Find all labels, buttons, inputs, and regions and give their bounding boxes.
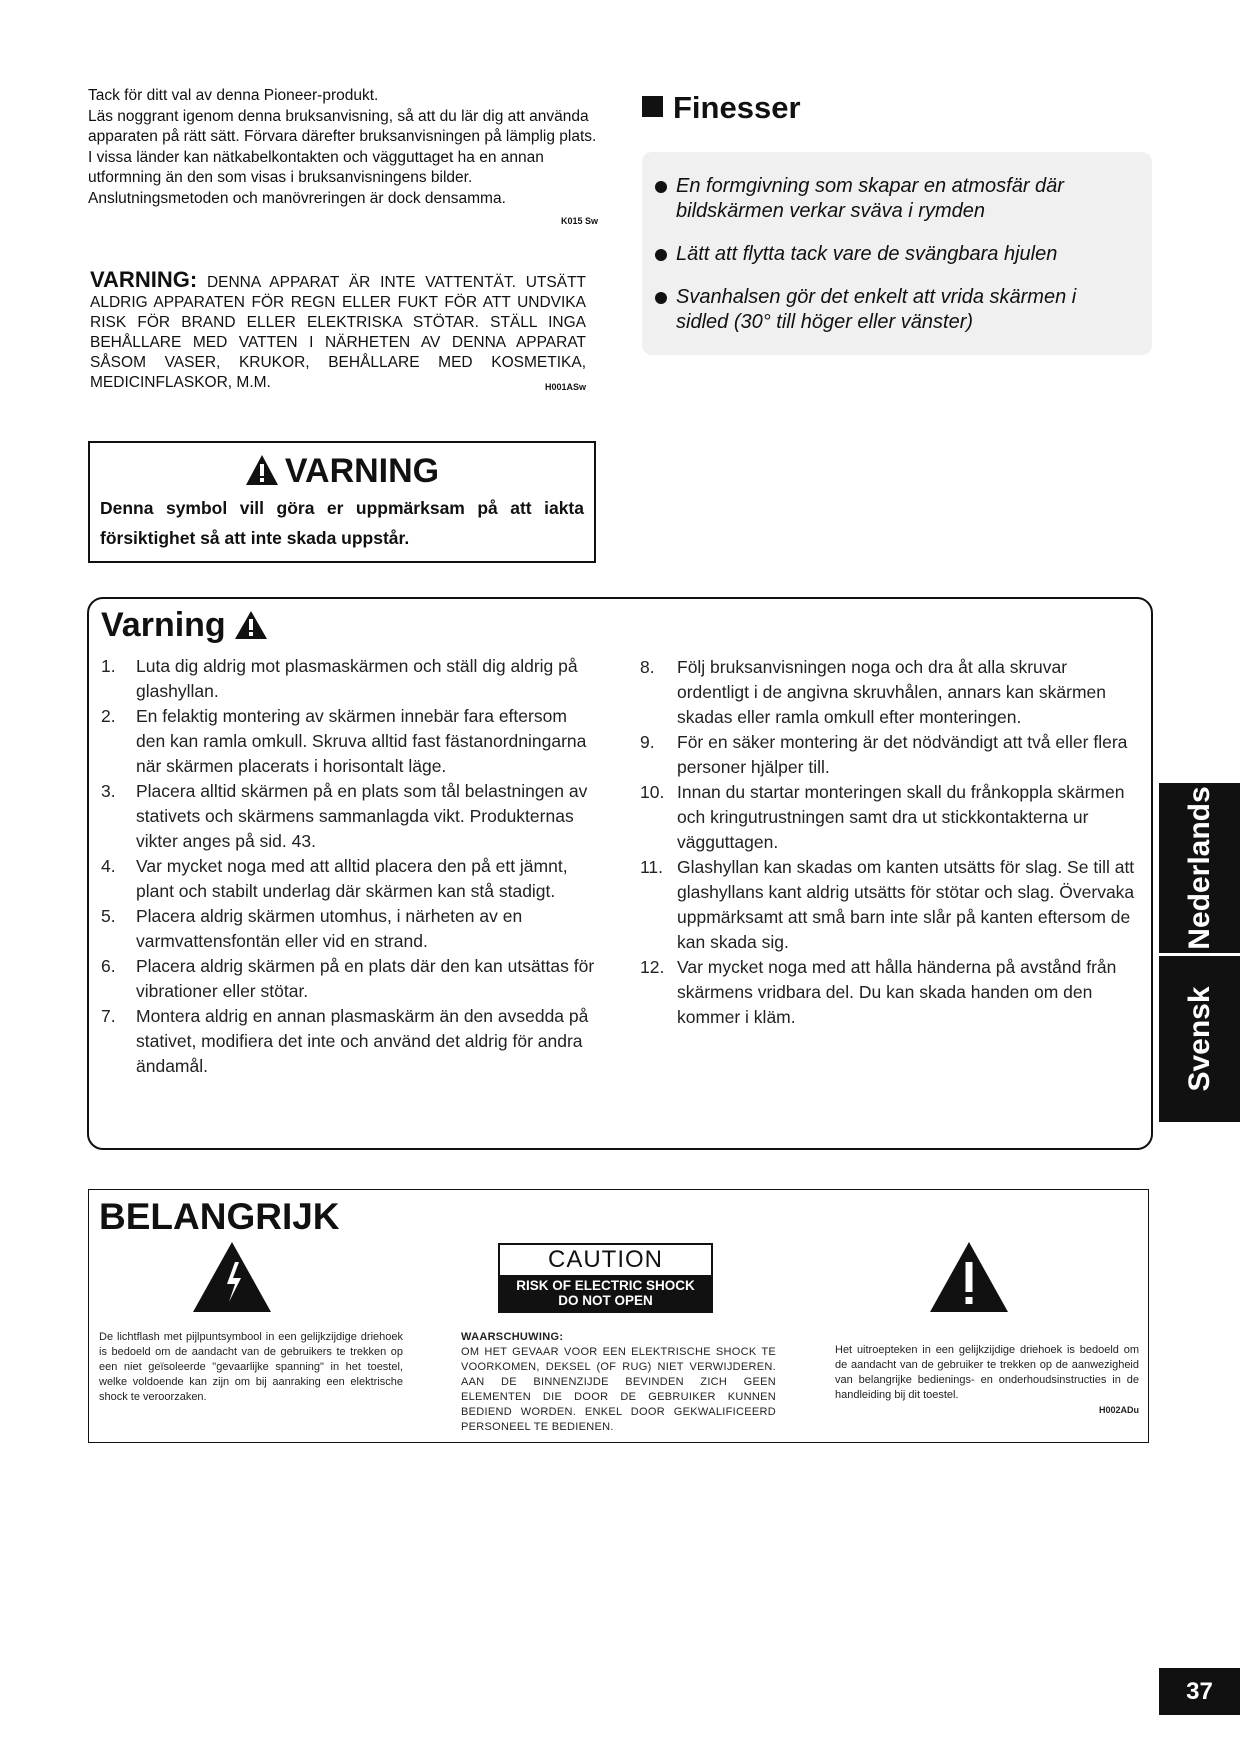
tab-label: Nederlands — [1182, 786, 1216, 950]
list-item — [640, 955, 1140, 1030]
list-item-text: Montera aldrig en annan plasmaskärm än den avsedda på stativet, modifiera det inte och använd det aldrig för andra ändamål. — [136, 1006, 589, 1076]
list-item — [640, 730, 1140, 780]
list-item — [101, 654, 596, 704]
caution-title: CAUTION — [548, 1246, 663, 1273]
list-item-text: Placera alltid skärmen på en plats som tål belastningen av stativets och skärmens sammanlagda vikt. Produkternas vikter anges på sid. 43. — [136, 781, 588, 851]
finesser-title-text: Finesser — [673, 90, 801, 125]
page-number: 37 — [1159, 1668, 1240, 1715]
list-item — [101, 1004, 596, 1079]
list-item-number: 10. — [640, 782, 665, 802]
warning-symbol-text: Denna symbol vill göra er uppmärksam på att iakta försiktighet så att inte skada uppstår. — [100, 498, 584, 548]
list-item-text: Innan du startar monteringen skall du frånkoppla skärmen och kringutrustningen samt dra ut stickkontakterna ur vägguttagen. — [677, 782, 1125, 852]
list-item — [101, 954, 596, 1004]
belangrijk-col1: De lichtflash met pijlpuntsymbool in een gelijkzijdige driehoek is bedoeld om de aandacht van de gebruikers te trekken op een niet geïsoleerde "gevaarlijke spanning" in het toestel, welke voldoende kan zijn om bij aanraking een elektrische shock te veroorzaken. — [99, 1331, 403, 1403]
feature-item: En formgivning som skapar en atmosfär där bildskärmen verkar sväva i rymden — [654, 174, 1132, 224]
language-tab-svensk[interactable] — [1159, 956, 1240, 1122]
list-item — [640, 855, 1140, 955]
water-warning-body: DENNA APPARAT ÄR INTE VATTENTÄT. UTSÄTT ALDRIG APPARATEN FÖR REGN ELLER FUKT FÖR ATT UNDVIKA RISK FÖR BRAND ELLER ELEKTRISKA STÖTAR. STÄLL INGA BEHÅLLARE MED VATTEN I NÄRHETEN AV DENNA APPARAT SÅSOM VASER, KRUKOR, BEHÅLLARE MED KOSMETIKA, MEDICINFLASKOR, M.M. — [90, 274, 587, 391]
list-item — [640, 655, 1140, 730]
list-item — [101, 779, 596, 854]
list-item-number: 6. — [101, 956, 116, 976]
list-item — [101, 854, 596, 904]
list-item-number: 8. — [640, 657, 655, 677]
tab-label: Svensk — [1182, 986, 1216, 1092]
list-item — [101, 904, 596, 954]
list-item-number: 3. — [101, 781, 116, 801]
water-warning-heading: VARNING: — [90, 267, 198, 292]
belangrijk-col2-heading: WAARSCHUWING: — [461, 1331, 564, 1343]
belangrijk-title: BELANGRIJK — [99, 1196, 340, 1237]
features-box — [642, 152, 1152, 355]
doc-code: H002ADu — [1098, 1405, 1139, 1415]
list-item-text: Luta dig aldrig mot plasmaskärmen och ställ dig aldrig på glashyllan. — [136, 656, 578, 701]
belangrijk-col3-text: Het uitroepteken in een gelijkzijdige driehoek is bedoeld om de aandacht van de gebruiker te trekken op de aanwezigheid van belangrijke bedienings- en onderhoudsinstructies in de handleiding bij dit toestel. — [835, 1344, 1139, 1401]
list-item-number: 9. — [640, 732, 655, 752]
caution-subtext: RISK OF ELECTRIC SHOCK DO NOT OPEN — [500, 1275, 711, 1311]
intro-text — [88, 86, 598, 232]
list-item-text: Var mycket noga med att alltid placera den på ett jämnt, plant och stabilt underlag där skärmen kan stå stadigt. — [136, 856, 568, 901]
square-bullet-icon — [642, 96, 663, 117]
list-item-number: 5. — [101, 906, 116, 926]
list-item-text: Placera aldrig skärmen på en plats där den kan utsättas för vibrationer eller stötar. — [136, 956, 595, 1001]
bullet-icon — [655, 181, 667, 193]
exclamation-triangle-icon — [928, 1240, 1010, 1314]
intro-line: Läs noggrant igenom denna bruksanvisning, så att du lär dig att använda apparaten på rätt sätt. Förvara därefter bruksanvisningen på lämplig plats. — [88, 107, 597, 145]
list-item-text: För en säker montering är det nödvändigt att två eller flera personer hjälper till. — [677, 732, 1128, 777]
list-item-text: Placera aldrig skärmen utomhus, i närheten av en varmvattensfontän eller vid en strand. — [136, 906, 523, 951]
belangrijk-col3 — [835, 1343, 1139, 1418]
doc-code: K015 Sw — [560, 216, 598, 226]
warning-triangle-icon — [234, 610, 268, 640]
belangrijk-col2 — [461, 1330, 776, 1435]
intro-line: Tack för ditt val av denna Pioneer-produkt. — [88, 87, 379, 104]
feature-item: Svanhalsen gör det enkelt att vrida skärmen i sidled (30° till höger eller vänster) — [654, 285, 1132, 335]
list-item-text: Följ bruksanvisningen noga och dra åt alla skruvar ordentligt i de angivna skruvhålen, annars kan skärmen skadas eller ramla omkull efter monteringen. — [677, 657, 1106, 727]
belangrijk-col2-text: OM HET GEVAAR VOOR EEN ELEKTRISCHE SHOCK TE VOORKOMEN, DEKSEL (OF RUG) NIET VERWIJDEREN. AAN DE BINNENZIJDE BEVINDEN ZICH GEEN ELEMENTEN DIE DOOR DE GEBRUIKER KUNNEN BEDIEND WORDEN. ENKEL DOOR GEKWALIFICEERD PERSONEEL TE BEDIENEN. — [461, 1346, 776, 1433]
doc-code: H001ASw — [544, 382, 586, 392]
lightning-triangle-icon — [191, 1240, 273, 1314]
list-item-text: Var mycket noga med att hålla händerna på avstånd från skärmens vridbara del. Du kan skada handen om den kommer i kläm. — [677, 957, 1117, 1027]
language-tab-nederlands[interactable] — [1159, 783, 1240, 953]
list-item-number: 11. — [640, 857, 664, 877]
feature-item: Lätt att flytta tack vare de svängbara hjulen — [654, 242, 1132, 267]
intro-line: I vissa länder kan nätkabelkontakten och vägguttaget ha en annan utformning än den som visas i bruksanvisningens bilder. Anslutningsmetoden och manövreringen är dock densamma. — [88, 148, 544, 207]
caution-label — [498, 1243, 713, 1313]
bullet-icon — [655, 292, 667, 304]
varning-list-title: Varning — [101, 606, 268, 645]
list-item-number: 4. — [101, 856, 116, 876]
list-item — [640, 780, 1140, 855]
list-item-number: 2. — [101, 706, 116, 726]
list-item — [101, 704, 596, 779]
warning-symbol-title: VARNING — [90, 451, 594, 491]
water-warning — [90, 267, 587, 397]
varning-list-left — [101, 654, 596, 1079]
list-item-text: Glashyllan kan skadas om kanten utsätts för slag. Se till att glashyllans kant aldrig utsätts för stötar och slag. Övervaka uppmärksamt att små barn inte slår på kanten eftersom de kan skada sig. — [677, 857, 1135, 952]
varning-list-right — [640, 655, 1140, 1030]
list-item-text: En felaktig montering av skärmen innebär fara eftersom den kan ramla omkull. Skruva alltid fast fästanordningarna när skärmen placerats i horisontalt läge. — [136, 706, 587, 776]
warning-symbol-box — [88, 441, 596, 563]
finesser-title — [642, 90, 801, 126]
bullet-icon — [655, 249, 667, 261]
warning-triangle-icon — [245, 454, 279, 486]
list-item-number: 12. — [640, 957, 665, 977]
list-item-number: 7. — [101, 1006, 116, 1026]
list-item-number: 1. — [101, 656, 116, 676]
